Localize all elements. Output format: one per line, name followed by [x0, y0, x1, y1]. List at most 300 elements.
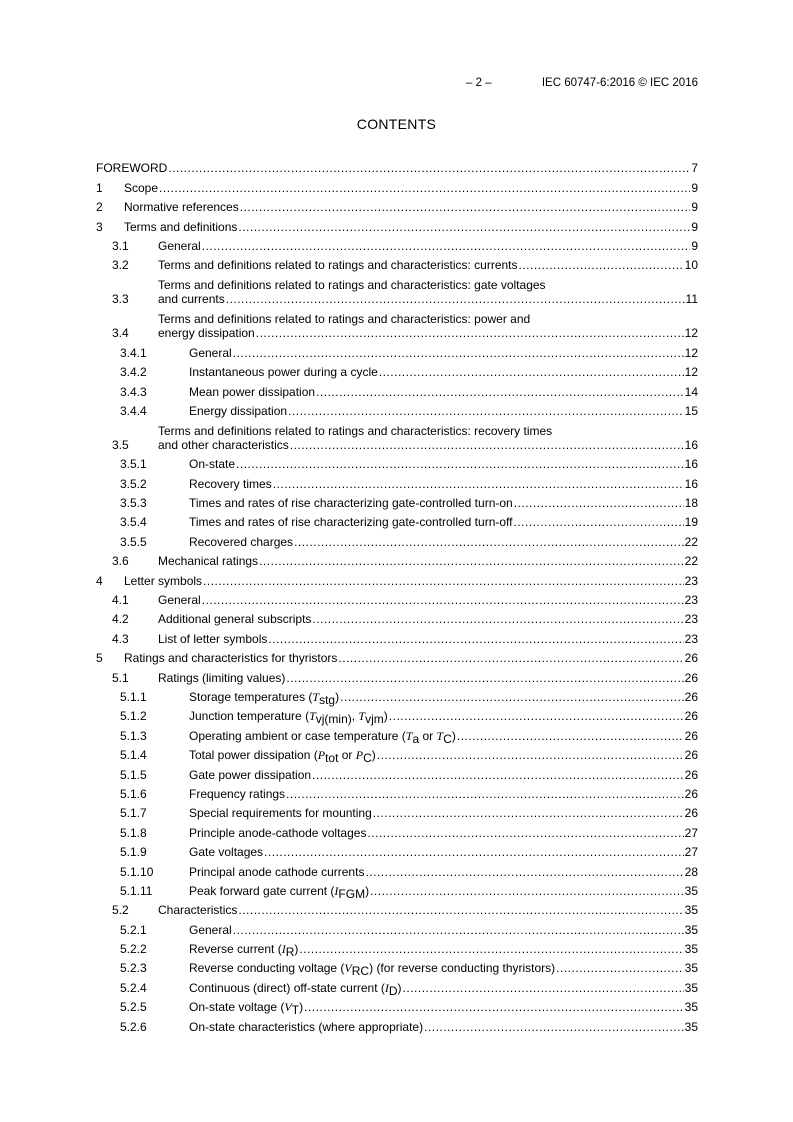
toc-entry-title-text: Additional general subscripts	[158, 612, 312, 627]
toc-entry[interactable]	[96, 879, 698, 901]
toc-entry-title	[158, 632, 267, 646]
toc-entry-line	[189, 346, 698, 360]
toc-entry-line	[158, 554, 698, 568]
toc-leader-dots	[299, 942, 683, 956]
toc-entry-title	[189, 1020, 423, 1034]
toc-leader-dots	[233, 346, 684, 360]
toc-entry-line	[189, 1020, 698, 1034]
toc-page-number: 22	[684, 554, 698, 569]
toc-leader-dots	[367, 826, 683, 840]
letter-symbol-subscript: T	[291, 1003, 300, 1018]
toc-page-number: 23	[684, 573, 698, 588]
toc-entry-number: 1	[96, 180, 103, 195]
toc-entry-text-wrap	[189, 709, 698, 727]
toc-entry[interactable]	[96, 704, 698, 727]
toc-entry-number: 5.1.11	[120, 883, 153, 898]
toc-entry-number: 5.1.7	[120, 806, 147, 821]
toc-entry-title	[124, 651, 337, 665]
toc-page-number: 26	[684, 670, 698, 685]
toc-leader-dots	[226, 292, 685, 306]
toc-entry-line	[124, 651, 698, 665]
toc-entry-text-wrap	[124, 181, 698, 195]
toc-entry-number: 5.1.1	[120, 689, 147, 704]
toc-entry[interactable]	[96, 588, 698, 607]
toc-entry-line	[158, 903, 698, 917]
toc-entry-title	[189, 346, 232, 360]
toc-entry-line	[158, 326, 698, 340]
letter-symbol-subscript: FGM	[338, 886, 366, 901]
toc-entry[interactable]	[96, 859, 698, 878]
toc-entry-title	[189, 404, 287, 418]
letter-symbol-subscript: tot	[325, 751, 339, 766]
letter-symbol: P	[355, 748, 364, 763]
toc-leader-dots	[365, 865, 683, 879]
toc-entry-title-text: Scope	[124, 180, 159, 195]
toc-entry-title-text: On-state	[189, 457, 236, 472]
toc-entry-number: 3.5.3	[120, 496, 147, 511]
toc-entry-text-wrap	[158, 612, 698, 626]
toc-entry-line	[158, 438, 698, 452]
toc-entry[interactable]	[96, 234, 698, 253]
toc-entry-line	[189, 923, 698, 937]
letter-symbol-subscript: stg	[319, 692, 336, 707]
toc-entry-title	[189, 689, 340, 707]
toc-entry-number: 3.4.1	[120, 345, 147, 360]
toc-entry-text-wrap	[189, 477, 698, 491]
toc-entry-text-wrap	[124, 200, 698, 214]
toc-entry[interactable]	[96, 452, 698, 471]
toc-entry-text-wrap	[189, 961, 698, 979]
toc-entry-title	[189, 942, 299, 960]
toc-entry-title-text: Ratings (limiting values)	[158, 670, 286, 685]
toc-entry-text-wrap	[189, 865, 698, 879]
toc-entry-text-wrap	[158, 671, 698, 685]
toc-entry-line	[189, 845, 698, 859]
toc-entry-text-wrap	[189, 768, 698, 782]
toc-entry[interactable]	[96, 156, 698, 175]
toc-entry-number: 5	[96, 651, 103, 666]
toc-entry-number: 5.1.3	[120, 728, 147, 743]
toc-leader-dots	[233, 923, 684, 937]
toc-entry-title	[189, 728, 456, 746]
toc-entry-line	[124, 181, 698, 195]
toc-entry-title-tail: )	[371, 748, 376, 763]
toc-leader-dots	[457, 729, 684, 743]
toc-entry[interactable]	[96, 646, 698, 665]
toc-entry-number: 5.1.9	[120, 845, 147, 860]
letter-symbol-subscript: vjm	[365, 712, 384, 727]
toc-entry[interactable]	[96, 937, 698, 960]
toc-entry-number: 3.2	[112, 258, 129, 273]
toc-entry-text-wrap	[189, 787, 698, 801]
toc-entry-title-tail: )	[299, 1000, 304, 1015]
toc-entry-title	[189, 535, 293, 549]
toc-entry[interactable]	[96, 549, 698, 568]
toc-page-number: 26	[684, 689, 698, 704]
toc-page-number: 22	[684, 534, 698, 549]
toc-entry[interactable]	[96, 801, 698, 820]
toc-entry-title	[96, 161, 167, 175]
toc-entry-title-text: Continuous (direct) off-state current (	[189, 980, 385, 995]
toc-leader-dots	[168, 161, 690, 175]
toc-entry[interactable]	[96, 340, 698, 359]
toc-entry[interactable]	[96, 491, 698, 510]
toc-entry[interactable]	[96, 399, 698, 418]
toc-entry-title-tail: ) (for reverse conducting thyristors)	[369, 961, 556, 976]
toc-entry-number: 2	[96, 200, 103, 215]
toc-entry-text-wrap	[124, 574, 698, 588]
toc-entry-number: 5.1.4	[120, 748, 147, 763]
toc-page-number: 35	[684, 1019, 698, 1034]
toc-entry-title-tail: )	[397, 980, 402, 995]
toc-entry-separator: ,	[351, 709, 359, 724]
toc-entry-line	[96, 161, 698, 175]
toc-page-number: 35	[684, 922, 698, 937]
toc-leader-dots	[519, 258, 684, 272]
toc-entry-number: 5.1.6	[120, 786, 147, 801]
toc-entry-title-tail: )	[335, 689, 340, 704]
toc-entry-title-text: Characteristics	[158, 903, 238, 918]
toc-entry-number: 5.1.5	[120, 767, 147, 782]
toc-entry-title-tail: )	[365, 883, 370, 898]
toc-page-number: 27	[684, 825, 698, 840]
toc-entry[interactable]	[96, 975, 698, 998]
toc-entry-text-wrap	[158, 278, 698, 306]
toc-leader-dots	[316, 385, 684, 399]
toc-entry[interactable]	[96, 723, 698, 746]
toc-entry[interactable]	[96, 685, 698, 707]
toc-entry-line	[189, 709, 698, 727]
toc-entry-title-text: Principal anode cathode currents	[189, 864, 365, 879]
table-of-contents	[96, 156, 698, 1034]
toc-entry-line	[189, 477, 698, 491]
letter-symbol: T	[405, 728, 413, 743]
toc-page-number: 16	[684, 476, 698, 491]
toc-page-number: 19	[684, 515, 698, 530]
toc-leader-dots	[288, 404, 684, 418]
toc-entry-number: 3.5	[112, 437, 129, 452]
toc-entry[interactable]	[96, 917, 698, 936]
toc-page-number: 12	[684, 326, 698, 341]
toc-entry-title-text: Terms and definitions	[124, 219, 238, 234]
toc-entry-text-wrap	[189, 457, 698, 471]
toc-entry-number: 3.6	[112, 554, 129, 569]
toc-entry[interactable]	[96, 253, 698, 272]
toc-entry[interactable]	[96, 379, 698, 398]
toc-entry[interactable]	[96, 762, 698, 781]
toc-entry-title	[189, 980, 402, 998]
toc-entry-title-text: Energy dissipation	[189, 403, 288, 418]
toc-page-number: 18	[684, 496, 698, 511]
toc-entry[interactable]	[96, 607, 698, 626]
toc-entry[interactable]	[96, 898, 698, 917]
toc-leader-dots	[238, 220, 690, 234]
toc-entry-number: 5.2.1	[120, 922, 147, 937]
toc-entry-number: 4.2	[112, 612, 129, 627]
toc-entry-title-text: Recovered charges	[189, 534, 294, 549]
toc-page-number: 26	[684, 728, 698, 743]
toc-entry-text-wrap	[189, 923, 698, 937]
toc-entry-number: 3.5.2	[120, 476, 147, 491]
toc-entry-line	[158, 612, 698, 626]
toc-entry-text-wrap	[189, 365, 698, 379]
toc-entry-title	[124, 181, 158, 195]
toc-page-number: 35	[684, 942, 698, 957]
toc-entry-title	[158, 258, 518, 272]
toc-leader-dots	[389, 709, 684, 723]
toc-entry-text-wrap	[189, 728, 698, 746]
toc-entry[interactable]	[96, 665, 698, 684]
toc-page-number: 26	[684, 767, 698, 782]
toc-leader-dots	[379, 365, 684, 379]
toc-entry-title-continued: energy dissipation	[158, 326, 255, 341]
toc-entry-title-text: Reverse conducting voltage (	[189, 961, 345, 976]
toc-entry[interactable]	[96, 195, 698, 214]
toc-leader-dots	[238, 903, 683, 917]
toc-leader-dots	[236, 457, 684, 471]
toc-entry-text-wrap	[189, 535, 698, 549]
toc-entry-title-continued: and currents	[158, 292, 225, 307]
letter-symbol-subscript: C	[363, 751, 372, 766]
toc-entry-title-text: General	[189, 922, 232, 937]
toc-entry-line	[189, 689, 698, 707]
toc-entry-title-text: Times and rates of rise characterizing gate-controlled turn-off	[189, 515, 513, 530]
toc-entry-title	[189, 883, 370, 901]
document-id: IEC 60747-6:2016 © IEC 2016	[541, 77, 698, 89]
toc-entry-line	[189, 404, 698, 418]
toc-entry-title	[158, 292, 225, 306]
toc-entry-title-text: General	[189, 345, 232, 360]
toc-entry-number: 3.4.3	[120, 384, 147, 399]
toc-entry-title-text: Terms and definitions related to ratings and characteristics: currents	[158, 258, 518, 273]
toc-entry[interactable]	[96, 510, 698, 529]
toc-entry-line	[189, 787, 698, 801]
toc-entry-text-wrap	[158, 424, 698, 452]
toc-entry-title-text: Frequency ratings	[189, 786, 286, 801]
toc-entry-title	[189, 515, 512, 529]
letter-symbol: T	[309, 709, 316, 724]
toc-entry-line	[158, 239, 698, 253]
toc-entry-line	[189, 806, 698, 820]
toc-page-number: 35	[684, 903, 698, 918]
toc-entry-title-text: List of letter symbols	[158, 631, 268, 646]
toc-entry-text-wrap	[158, 258, 698, 272]
toc-entry-line	[189, 883, 698, 901]
letter-symbol: P	[317, 748, 326, 763]
toc-leader-dots	[312, 612, 683, 626]
toc-page-number: 23	[684, 612, 698, 627]
toc-entry-title-text: Gate power dissipation	[189, 767, 312, 782]
toc-entry-number: 3.4	[112, 326, 129, 341]
toc-entry-number: 5.2.4	[120, 980, 147, 995]
page-header	[96, 77, 698, 93]
toc-entry[interactable]	[96, 214, 698, 233]
toc-page-number: 9	[691, 200, 698, 215]
toc-entry-title-text: Ratings and characteristics for thyristors	[124, 651, 338, 666]
toc-entry-text-wrap	[189, 942, 698, 960]
toc-entry-title-text: Recovery times	[189, 476, 272, 491]
toc-entry-title-text: On-state characteristics (where appropriate)	[189, 1019, 424, 1034]
toc-entry-title-text: Mechanical ratings	[158, 554, 259, 569]
letter-symbol: T	[312, 689, 320, 704]
toc-entry-title	[189, 496, 513, 510]
toc-page-number: 35	[684, 1000, 698, 1015]
page-title: CONTENTS	[356, 116, 437, 132]
toc-entry-number: 4.1	[112, 593, 129, 608]
toc-entry-number: 3.5.5	[120, 534, 147, 549]
toc-leader-dots	[256, 326, 684, 340]
toc-page-number: 12	[684, 345, 698, 360]
toc-leader-dots	[202, 593, 684, 607]
letter-symbol: I	[334, 883, 339, 898]
toc-entry-line	[158, 671, 698, 685]
toc-page-number: 9	[691, 238, 698, 253]
toc-entry-title	[189, 365, 378, 379]
toc-entry-text-wrap	[124, 651, 698, 665]
toc-page-number: 35	[684, 883, 698, 898]
toc-entry-title-text: Junction temperature (	[189, 709, 310, 724]
toc-entry-title-text: Total power dissipation (	[189, 748, 318, 763]
toc-entry-title: Terms and definitions related to ratings and characteristics: recovery times	[158, 423, 553, 438]
toc-entry-text-wrap	[96, 161, 698, 175]
toc-entry-title	[158, 554, 258, 568]
toc-entry-separator: or	[338, 748, 356, 763]
toc-entry-title-tail: )	[294, 942, 299, 957]
toc-entry[interactable]	[96, 568, 698, 587]
toc-entry-number: 3.1	[112, 238, 129, 253]
letter-symbol-subscript: RC	[351, 964, 370, 979]
toc-leader-dots	[340, 690, 684, 704]
toc-leader-dots	[377, 748, 684, 762]
toc-entry-line	[189, 365, 698, 379]
toc-entry-title-text: Normative references	[124, 200, 239, 215]
toc-entry-number: 3.4.4	[120, 403, 147, 418]
toc-entry[interactable]	[96, 418, 698, 452]
toc-leader-dots	[312, 768, 684, 782]
toc-entry[interactable]	[96, 840, 698, 859]
toc-leader-dots	[370, 884, 684, 898]
toc-page-number: 9	[691, 180, 698, 195]
toc-entry-title: Terms and definitions related to ratings and characteristics: power and	[158, 312, 531, 327]
toc-entry-title	[124, 220, 237, 234]
toc-entry-title	[189, 1000, 304, 1018]
toc-entry-title-text: Special requirements for mounting	[189, 806, 372, 821]
toc-entry-title	[189, 748, 376, 766]
toc-entry-number: 5.1.8	[120, 825, 147, 840]
toc-entry-text-wrap	[189, 980, 698, 998]
toc-entry-line	[189, 1000, 698, 1018]
toc-entry-title-tail: )	[383, 709, 388, 724]
toc-page-number: 28	[684, 864, 698, 879]
toc-entry-line	[189, 865, 698, 879]
toc-entry-line	[124, 200, 698, 214]
toc-entry-text-wrap	[189, 515, 698, 529]
toc-entry-title	[189, 477, 272, 491]
toc-entry[interactable]	[96, 306, 698, 340]
toc-leader-dots	[268, 632, 683, 646]
toc-entry-text-wrap	[158, 312, 698, 340]
toc-entry-number: 3.5.4	[120, 515, 147, 530]
toc-leader-dots	[264, 845, 684, 859]
toc-page-number: 7	[691, 161, 698, 176]
toc-leader-dots	[294, 535, 684, 549]
toc-entry-number: 5.2	[112, 903, 129, 918]
toc-entry[interactable]	[96, 360, 698, 379]
letter-symbol: T	[358, 709, 366, 724]
toc-entry-number: 3.5.1	[120, 457, 147, 472]
toc-entry-line	[189, 728, 698, 746]
toc-entry-text-wrap	[158, 239, 698, 253]
toc-entry[interactable]	[96, 743, 698, 766]
toc-entry-line	[189, 385, 698, 399]
toc-entry-title-text: FOREWORD	[96, 161, 168, 176]
toc-entry-number: 5.2.3	[120, 961, 147, 976]
toc-page-number: 35	[684, 961, 698, 976]
toc-entry-title-text: Times and rates of rise characterizing gate-controlled turn-on	[189, 496, 513, 511]
toc-entry[interactable]	[96, 820, 698, 839]
toc-entry-number: 4	[96, 573, 103, 588]
toc-entry-line	[189, 826, 698, 840]
toc-entry-number: 5.1.2	[120, 709, 147, 724]
toc-entry-title-text: Reverse current (	[189, 942, 282, 957]
toc-entry[interactable]	[96, 471, 698, 490]
toc-entry-title-text: Letter symbols	[124, 573, 203, 588]
toc-entry-separator: or	[419, 728, 437, 743]
toc-entry[interactable]	[96, 782, 698, 801]
toc-page-number: 10	[684, 258, 698, 273]
letter-symbol-subscript: D	[388, 983, 398, 998]
toc-leader-dots	[203, 574, 684, 588]
toc-entry-line	[189, 748, 698, 766]
toc-entry-title	[158, 671, 285, 685]
toc-leader-dots	[290, 438, 684, 452]
toc-entry[interactable]	[96, 529, 698, 548]
toc-page-number: 16	[684, 437, 698, 452]
toc-entry-text-wrap	[158, 632, 698, 646]
toc-entry-title	[189, 826, 366, 840]
toc-entry-title	[189, 961, 556, 979]
toc-entry-title	[158, 326, 255, 340]
toc-leader-dots	[514, 496, 684, 510]
toc-entry-title	[189, 385, 315, 399]
toc-leader-dots	[286, 671, 683, 685]
toc-entry-title	[189, 709, 388, 727]
toc-entry-number: 5.1.10	[120, 864, 154, 879]
toc-entry[interactable]	[96, 272, 698, 306]
toc-entry[interactable]	[96, 956, 698, 979]
toc-page-number: 26	[684, 786, 698, 801]
page-number: – 2 –	[466, 77, 492, 89]
toc-entry-line	[189, 768, 698, 782]
toc-entry-title-text: Principle anode-cathode voltages	[189, 825, 367, 840]
toc-entry-line	[124, 574, 698, 588]
toc-entry[interactable]	[96, 175, 698, 194]
toc-page-number: 11	[685, 292, 698, 307]
toc-entry[interactable]	[96, 1014, 698, 1033]
toc-leader-dots	[273, 477, 684, 491]
toc-entry-line	[158, 292, 698, 306]
toc-entry-line	[189, 496, 698, 510]
toc-entry-number: 5.2.5	[120, 1000, 147, 1015]
toc-entry-text-wrap	[158, 593, 698, 607]
toc-entry-line	[158, 593, 698, 607]
toc-page-number: 26	[684, 709, 698, 724]
toc-entry-line	[189, 457, 698, 471]
toc-entry-title	[158, 612, 311, 626]
toc-entry-title-text: Operating ambient or case temperature (	[189, 728, 406, 743]
letter-symbol: I	[281, 942, 286, 957]
toc-entry[interactable]	[96, 626, 698, 645]
